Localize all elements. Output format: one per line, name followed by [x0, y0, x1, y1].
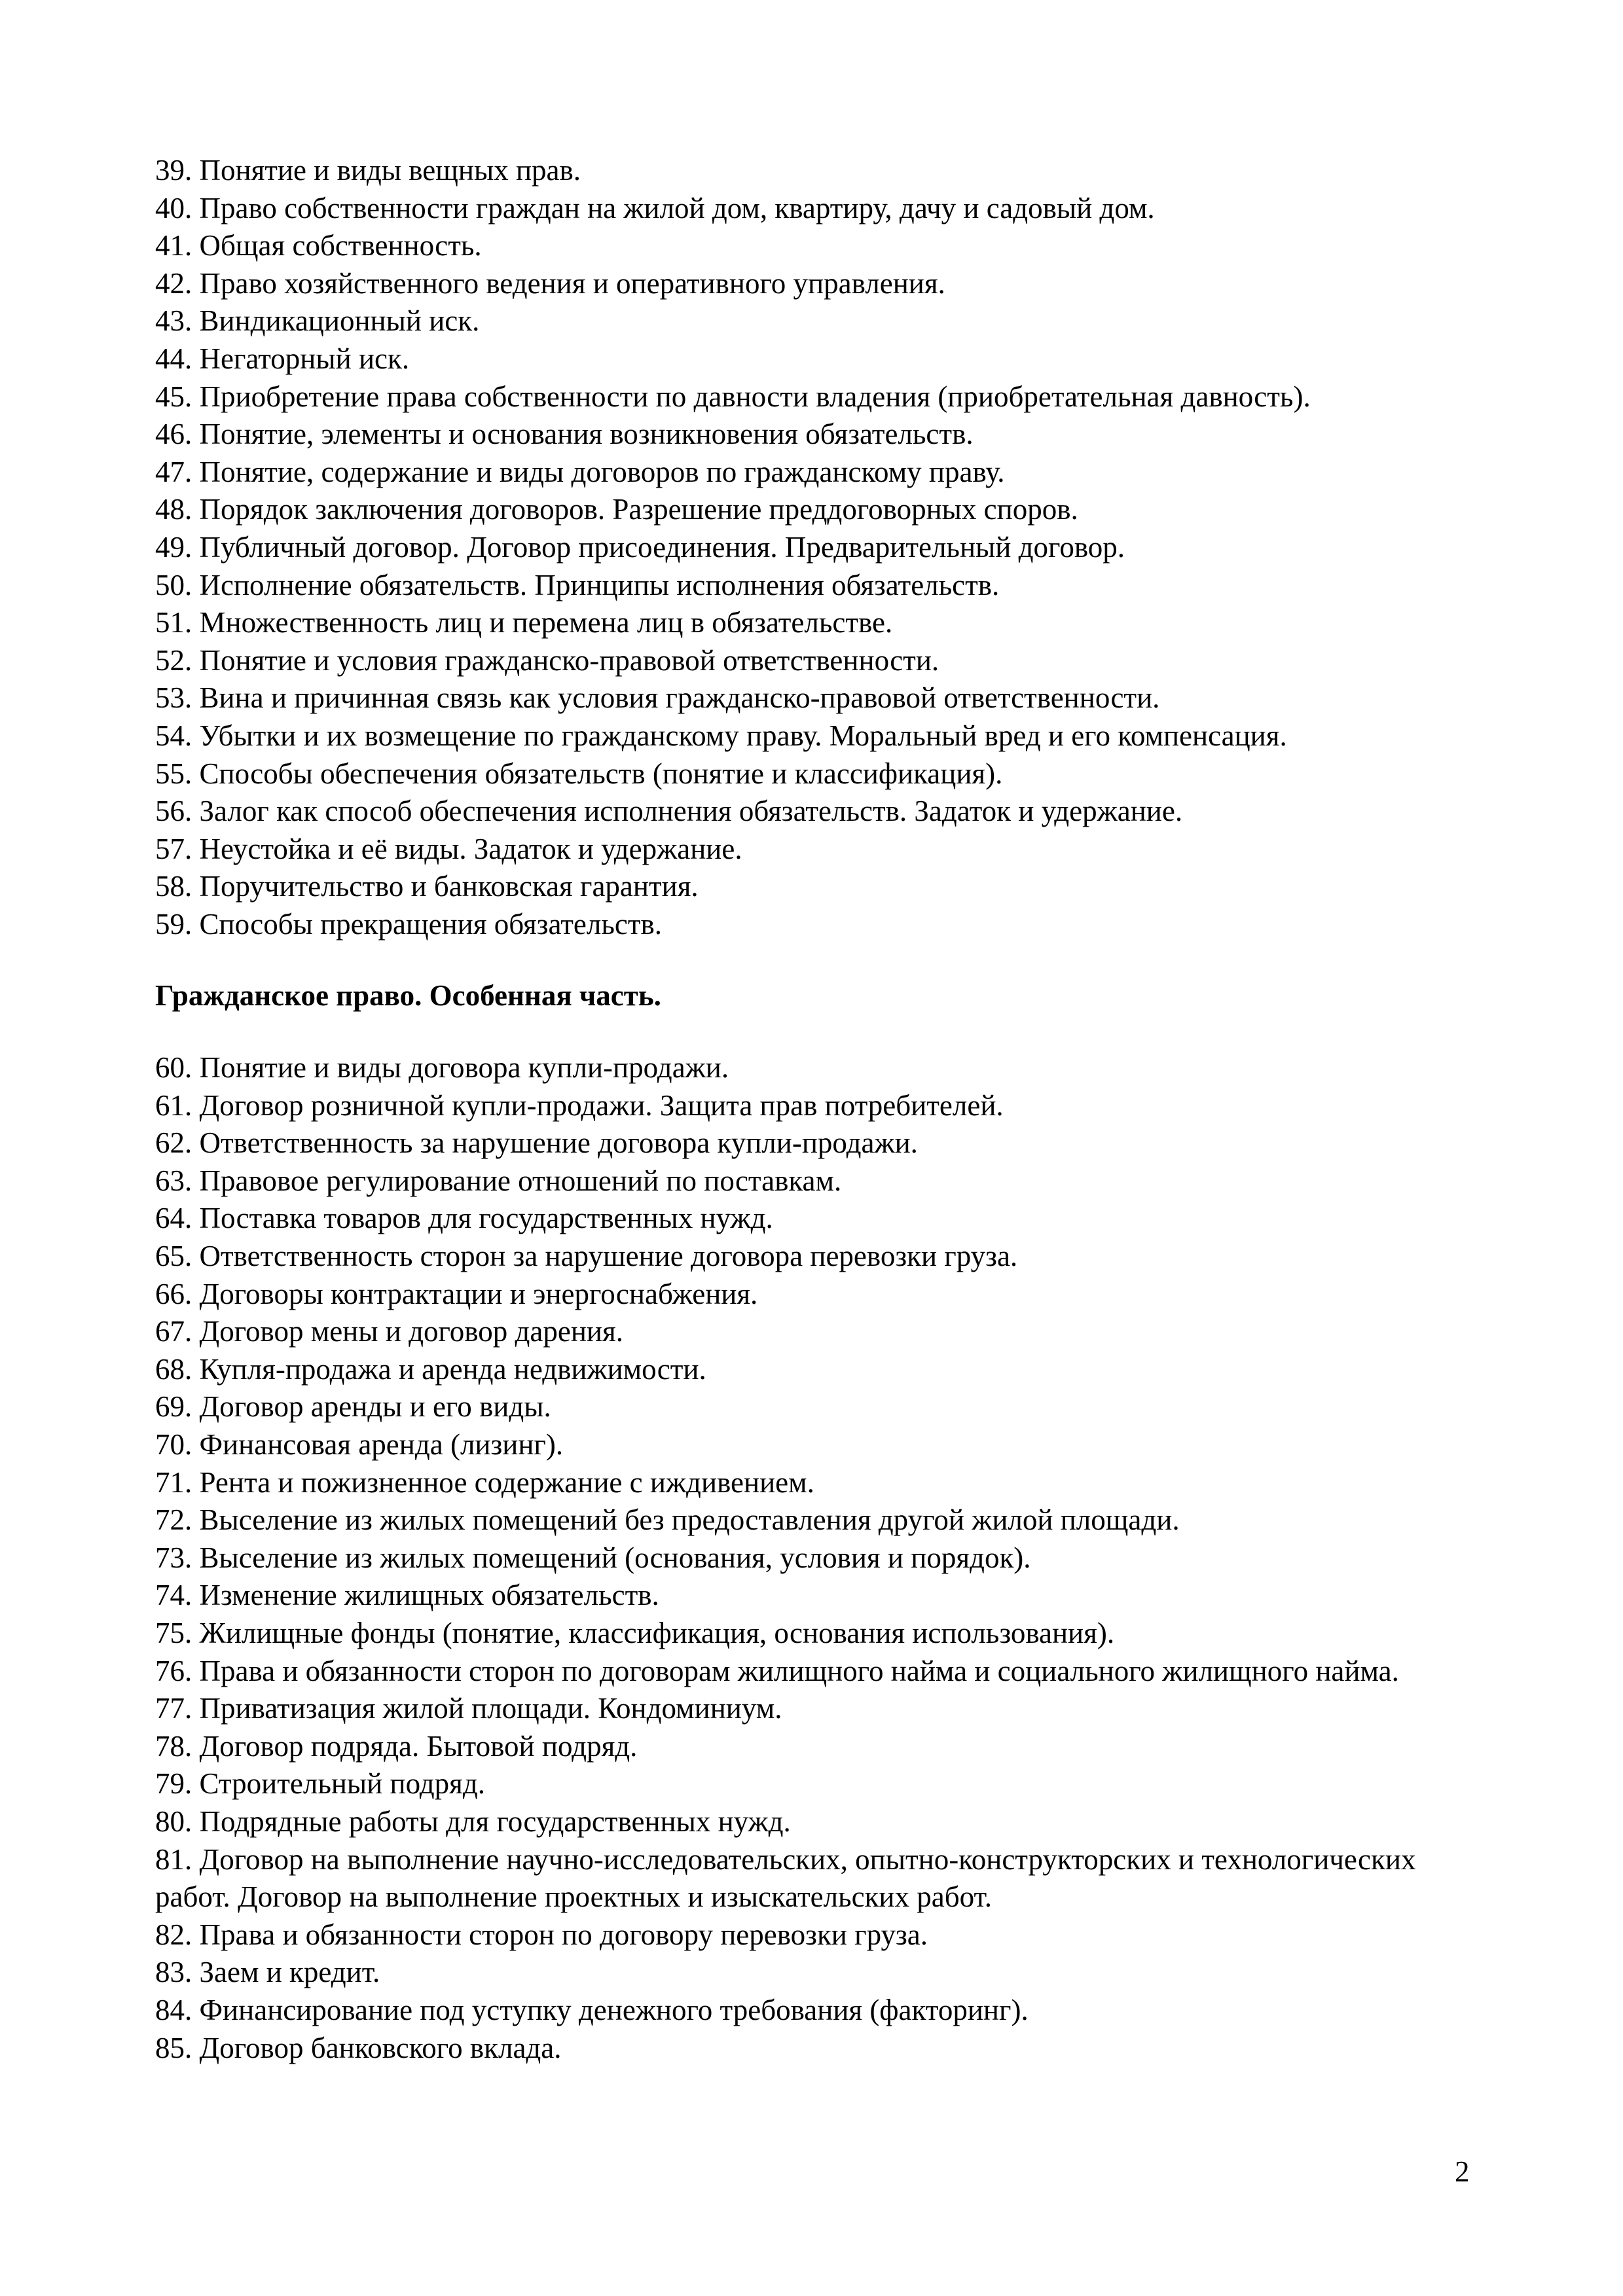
list-item: 79. Строительный подряд.: [155, 1767, 486, 1801]
list-item: 71. Рента и пожизненное содержание с иждивением.: [155, 1465, 814, 1499]
list-item: 64. Поставка товаров для государственных нужд.: [155, 1202, 773, 1235]
list-item: 69. Договор аренды и его виды.: [155, 1390, 551, 1424]
document-content: [155, 152, 1484, 2067]
list-item: 60. Понятие и виды договора купли-продажи.: [155, 1051, 729, 1085]
list-item: 66. Договоры контрактации и энергоснабжения.: [155, 1277, 758, 1310]
list-item: 43. Виндикационный иск.: [155, 304, 480, 338]
list-item: 78. Договор подряда. Бытовой подряд.: [155, 1729, 638, 1763]
list-item: 76. Права и обязанности сторон по договорам жилищного найма и социального жилищного найма.: [155, 1654, 1399, 1687]
list-item: 61. Договор розничной купли-продажи. Защита прав потребителей.: [155, 1088, 1004, 1122]
list-item: 81. Договор на выполнение научно-исследовательских, опытно-конструкторских и технологических работ. Договор на выполнение проектных и изыскательских работ.: [155, 1842, 1416, 1914]
list-item: 85. Договор банковского вклада.: [155, 2031, 562, 2064]
list-item: 48. Порядок заключения договоров. Разрешение преддоговорных споров.: [155, 493, 1078, 526]
list-item: 55. Способы обеспечения обязательств (понятие и классификация).: [155, 757, 1003, 790]
list-item: 75. Жилищные фонды (понятие, классификация, основания использования).: [155, 1616, 1115, 1649]
general-part-question-list: [155, 152, 1484, 943]
list-item: 70. Финансовая аренда (лизинг).: [155, 1428, 564, 1461]
list-item: 40. Право собственности граждан на жилой дом, квартиру, дачу и садовый дом.: [155, 191, 1155, 224]
list-item: 80. Подрядные работы для государственных нужд.: [155, 1804, 791, 1838]
list-item: 84. Финансирование под уступку денежного требования (факторинг).: [155, 1993, 1029, 2026]
list-item: 56. Залог как способ обеспечения исполнения обязательств. Задаток и удержание.: [155, 795, 1183, 828]
list-item: 57. Неустойка и её виды. Задаток и удержание.: [155, 832, 742, 865]
list-item: 63. Правовое регулирование отношений по поставкам.: [155, 1164, 842, 1197]
list-item: 74. Изменение жилищных обязательств.: [155, 1579, 659, 1612]
list-item: 62. Ответственность за нарушение договора купли-продажи.: [155, 1126, 918, 1160]
list-item: 49. Публичный договор. Договор присоединения. Предварительный договор.: [155, 530, 1125, 564]
list-item: 59. Способы прекращения обязательств.: [155, 907, 663, 941]
list-item: 72. Выселение из жилых помещений без предоставления другой жилой площади.: [155, 1503, 1180, 1537]
section-heading-special-part: Гражданское право. Особенная часть.: [155, 979, 661, 1013]
list-item: 67. Договор мены и договор дарения.: [155, 1315, 623, 1348]
list-item: 52. Понятие и условия гражданско-правовой ответственности.: [155, 643, 939, 677]
list-item: 50. Исполнение обязательств. Принципы исполнения обязательств.: [155, 568, 1000, 601]
list-item: 44. Негаторный иск.: [155, 342, 410, 375]
list-item: 39. Понятие и виды вещных прав.: [155, 154, 581, 187]
list-item: 73. Выселение из жилых помещений (основания, условия и порядок).: [155, 1541, 1031, 1574]
list-item: 83. Заем и кредит.: [155, 1956, 380, 1989]
list-item: 45. Приобретение права собственности по давности владения (приобретательная давность).: [155, 380, 1311, 413]
list-item: 51. Множественность лиц и перемена лиц в обязательстве.: [155, 606, 893, 639]
page-number: 2: [1455, 2155, 1470, 2188]
list-item: 41. Общая собственность.: [155, 229, 482, 262]
list-item: 82. Права и обязанности сторон по договору перевозки груза.: [155, 1918, 928, 1951]
list-item: 54. Убытки и их возмещение по гражданскому праву. Моральный вред и его компенсация.: [155, 719, 1287, 752]
list-item: 65. Ответственность сторон за нарушение договора перевозки груза.: [155, 1240, 1018, 1273]
list-item: 68. Купля-продажа и аренда недвижимости.: [155, 1352, 706, 1386]
list-item: 42. Право хозяйственного ведения и оперативного управления.: [155, 266, 945, 300]
list-item: 47. Понятие, содержание и виды договоров по гражданскому праву.: [155, 455, 1005, 488]
list-item: 77. Приватизация жилой площади. Кондоминиум.: [155, 1692, 782, 1725]
list-item: 53. Вина и причинная связь как условия гражданско-правовой ответственности.: [155, 681, 1160, 715]
list-item: 58. Поручительство и банковская гарантия.: [155, 870, 699, 903]
list-item: 46. Понятие, элементы и основания возникновения обязательств.: [155, 418, 974, 451]
special-part-question-list: [155, 1049, 1484, 2067]
